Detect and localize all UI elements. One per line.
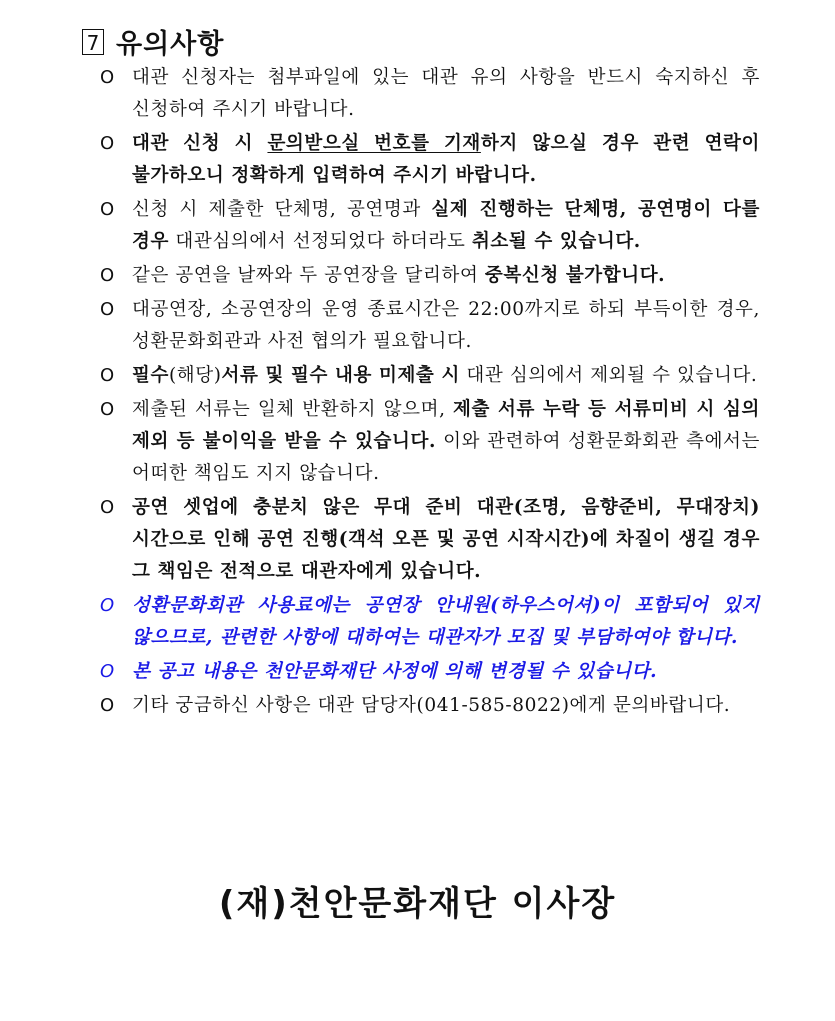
notice-list [100,62,760,724]
notice-text-segment: 기타 궁금하신 사항은 대관 담당자(041-585-8022)에게 문의바랍니다. [132,695,731,716]
notice-text-bold: 공연 셋업에 충분치 않은 무대 준비 대관(조명, 음향준비, 무대장치) 시간으로 인해 공연 진행(객석 오픈 및 공연 시작시간)에 차질이 생길 경우 그 책임은 전적으로 대관자에게 있습니다. [132,497,760,582]
section-title: 유의사항 [116,29,225,60]
hollow-circle-bullet-icon: O [100,399,115,420]
notice-item [100,360,760,392]
notice-text-bold: 서류 및 필수 내용 미제출 시 [221,365,460,386]
section-heading [82,22,224,61]
hollow-circle-bullet-icon: O [100,67,115,88]
notice-text-segment: 대관 심의에서 제외될 수 있습니다. [459,365,758,386]
notice-text [132,260,760,292]
notice-text-segment: (해당) [168,365,222,386]
notice-text [132,62,760,126]
hollow-circle-bullet-icon: O [100,365,115,386]
notice-text-bold: 중복신청 불가합니다. [484,265,666,286]
hollow-circle-bullet-icon: O [100,299,115,320]
hollow-circle-bullet-icon: O [100,497,115,518]
notice-text-segment: 신청 시 제출한 단체명, 공연명과 [132,199,432,220]
notice-item [100,394,760,490]
notice-text [132,294,760,358]
notice-item [100,128,760,192]
issuer-signature: (재)천안문화재단 이사장 [218,884,617,924]
notice-item [100,62,760,126]
notice-text-bold: 취소될 수 있습니다. [471,231,641,252]
notice-text [132,360,760,392]
section-number-box: 7 [82,29,104,55]
notice-text [132,690,760,722]
notice-text [132,656,760,688]
notice-text [132,128,760,192]
hollow-circle-bullet-icon: O [100,265,115,286]
notice-item [100,690,760,722]
notice-item [100,294,760,358]
notice-text [132,590,760,654]
notice-item [100,194,760,258]
notice-text [132,194,760,258]
notice-text-segment: 제출된 서류는 일체 반환하지 않으며, [132,399,454,420]
notice-text-segment: 이와 관련하여 성환문화회관 측에서는 어떠한 책임도 지지 않습니다. [132,431,760,484]
hollow-circle-bullet-icon: O [100,695,115,716]
notice-text-bold: 제출 서류 누락 등 서류미비 시 심의 제외 등 불이익을 받을 수 있습니다. [132,399,760,452]
notice-text [132,492,760,588]
notice-text [132,394,760,490]
hollow-circle-bullet-icon: O [100,661,115,682]
hollow-circle-bullet-icon: O [100,199,115,220]
notice-text-underlined: 문의받으실 번호를 기재 [267,133,481,154]
notice-text-bold: 하지 않으실 경우 관련 연락이 불가하오니 정확하게 입력하여 주시기 바랍니다. [132,133,760,186]
notice-text-bold: 필수 [132,365,169,386]
notice-text-bold: 본 공고 내용은 천안문화재단 사정에 의해 변경될 수 있습니다. [132,661,658,682]
hollow-circle-bullet-icon: O [100,133,115,154]
hollow-circle-bullet-icon: O [100,595,115,616]
notice-item [100,260,760,292]
notice-text-segment: 같은 공연을 날짜와 두 공연장을 달리하여 [132,265,485,286]
notice-text-bold: 대관 신청 시 [132,133,268,154]
notice-item [100,656,760,688]
notice-text-bold: 성환문화회관 사용료에는 공연장 안내원(하우스어셔)이 포함되어 있지 않으므로, 관련한 사항에 대하여는 대관자가 모집 및 부담하여야 합니다. [132,595,760,648]
notice-text-segment: 대관심의에서 선정되었다 하더라도 [168,231,472,252]
notice-text-bold: 실제 진행하는 단체명, 공연명이 다를 경우 [132,199,760,252]
notice-text-segment: 대공연장, 소공연장의 운영 종료시간은 22:00까지로 하되 부득이한 경우, 성환문화회관과 사전 협의가 필요합니다. [132,299,760,352]
notice-text-segment: 대관 신청자는 첨부파일에 있는 대관 유의 사항을 반드시 숙지하신 후 신청하여 주시기 바랍니다. [132,67,760,120]
notice-item [100,590,760,654]
notice-item [100,492,760,588]
